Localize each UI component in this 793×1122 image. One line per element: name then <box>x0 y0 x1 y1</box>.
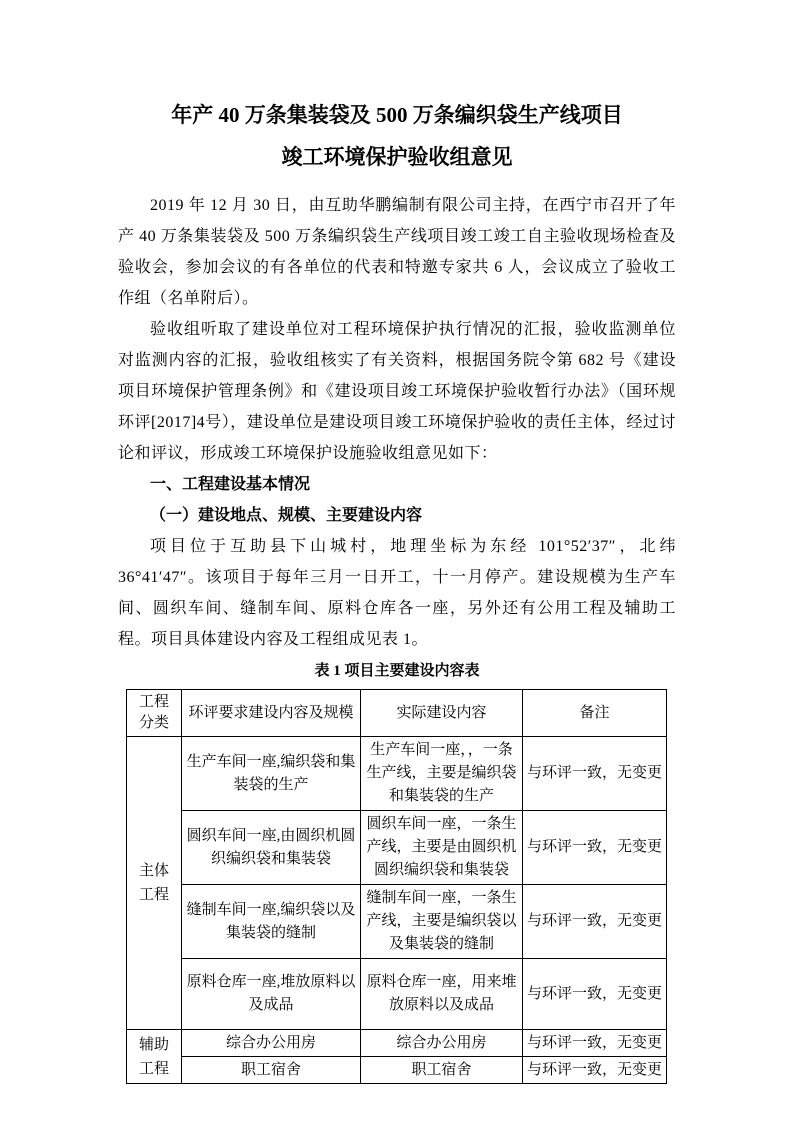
title-line-2: 竣工环境保护验收组意见 <box>281 145 513 169</box>
cell-actual-content: 缝制车间一座，一条生产线，主要是编织袋以及集装袋的缝制 <box>361 885 523 959</box>
paragraph-meeting-intro: 2019 年 12 月 30 日，由互助华鹏编制有限公司主持，在西宁市召开了年产 40 万条集装袋及 500 万条编织袋生产线项目竣工竣工自主验收现场检查及验收会，参加会议的有各单位的代表和特邀专家共 6 人，会议成立了验收工作组（名单附后）。 <box>118 197 676 307</box>
table-row <box>127 811 667 885</box>
header-cell-eia-required-content: 环评要求建设内容及规模 <box>182 690 361 737</box>
cell-actual-content: 综合办公用房 <box>361 1030 523 1057</box>
cell-eia-content: 综合办公用房 <box>182 1030 361 1057</box>
cell-actual-content: 圆织车间一座，一条生产线，主要是由圆织机圆织编织袋和集装袋 <box>361 811 523 885</box>
table-row <box>127 737 667 811</box>
cell-eia-content: 圆织车间一座,由圆织机圆织编织袋和集装袋 <box>182 811 361 885</box>
table-caption: 表 1 项目主要建设内容表 <box>314 663 480 679</box>
category-cell-main-works: 主体工程 <box>127 737 182 1030</box>
category-cell-auxiliary-works: 辅助工程 <box>127 1030 182 1084</box>
cell-remark: 与环评一致，无变更 <box>523 1057 667 1084</box>
section-heading-project-basics: 一、工程建设基本情况 <box>150 476 311 493</box>
cell-actual-content: 生产车间一座，，一条生产线，主要是编织袋和集装袋的生产 <box>361 737 523 811</box>
table-header-row <box>127 690 667 737</box>
table-row <box>127 885 667 959</box>
table-row <box>127 1057 667 1084</box>
document-content <box>118 94 676 1084</box>
title-line-1: 年产 40 万条集装袋及 500 万条编织袋生产线项目 <box>171 103 623 127</box>
table-row <box>127 959 667 1030</box>
paragraph-project-location: 项目位于互助县下山城村，地理坐标为东经 101°52′37″，北纬 36°41′47″。该项目于每年三月一日开工，十一月停产。建设规模为生产车间、圆织车间、缝制车间、原料仓库各一座，另外还有公用工程及辅助工程。项目具体建设内容及工程组成见表 1。 <box>118 538 676 648</box>
cell-remark: 与环评一致，无变更 <box>523 885 667 959</box>
table-row <box>127 1030 667 1057</box>
cell-actual-content: 职工宿舍 <box>361 1057 523 1084</box>
cell-actual-content: 原料仓库一座，用来堆放原料以及成品 <box>361 959 523 1030</box>
subsection-heading-location-scale: （一）建设地点、规模、主要建设内容 <box>150 507 423 524</box>
paragraph-review-basis: 验收组听取了建设单位对工程环境保护执行情况的汇报，验收监测单位对监测内容的汇报，验收组核实了有关资料，根据国务院令第 682 号《建设项目环境保护管理条例》和《建设项目竣工环境保护验收暂行办法》（国环规环评[2017]4号），建设单位是建设项目竣工环境保护验收的责任主体，经过讨论和评议，形成竣工环境保护设施验收组意见如下： <box>118 321 676 462</box>
cell-remark: 与环评一致，无变更 <box>523 1030 667 1057</box>
cell-remark: 与环评一致，无变更 <box>523 811 667 885</box>
cell-remark: 与环评一致，无变更 <box>523 737 667 811</box>
header-cell-actual-content: 实际建设内容 <box>361 690 523 737</box>
header-cell-remarks: 备注 <box>523 690 667 737</box>
cell-eia-content: 缝制车间一座,编织袋以及集装袋的缝制 <box>182 885 361 959</box>
cell-eia-content: 原料仓库一座,堆放原料以及成品 <box>182 959 361 1030</box>
cell-eia-content: 生产车间一座,编织袋和集装袋的生产 <box>182 737 361 811</box>
cell-eia-content: 职工宿舍 <box>182 1057 361 1084</box>
cell-remark: 与环评一致，无变更 <box>523 959 667 1030</box>
construction-content-table <box>126 689 667 1084</box>
header-cell-project-category: 工程分类 <box>127 690 182 737</box>
document-title <box>118 94 676 178</box>
